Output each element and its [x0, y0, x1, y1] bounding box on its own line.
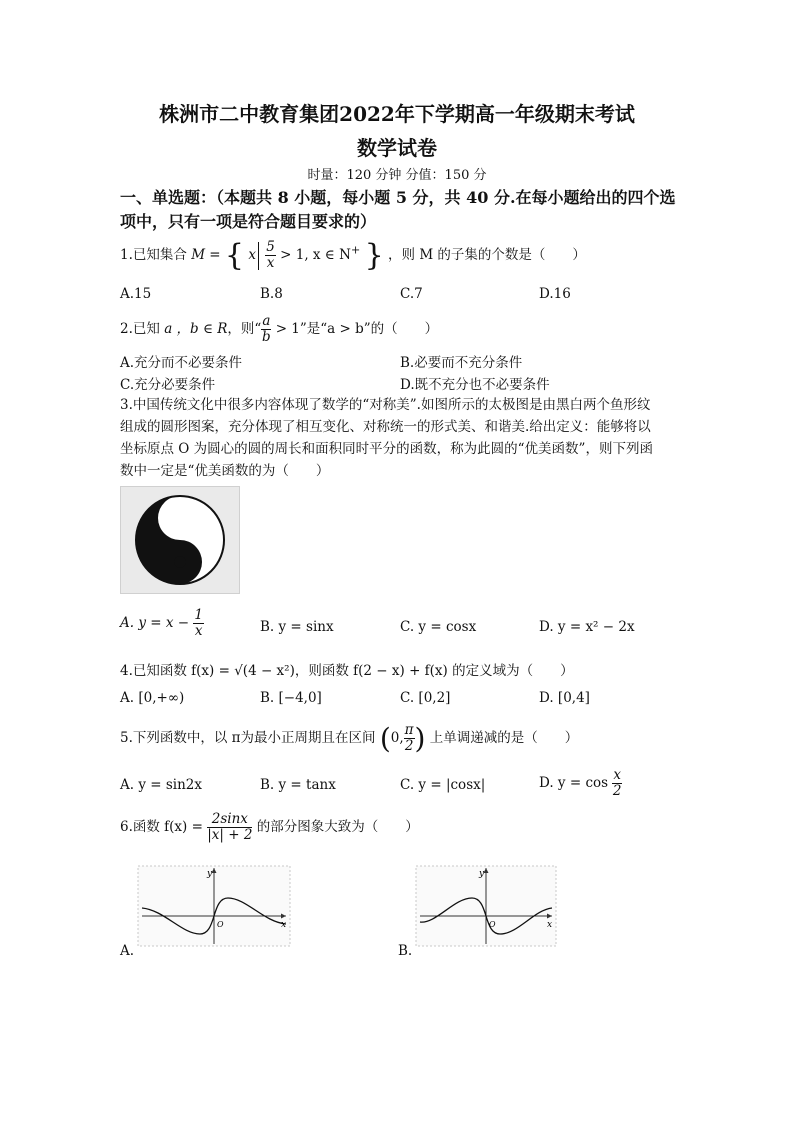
q1-option-b[interactable]: B.8 — [260, 286, 283, 302]
q6-graph-b-origin-label: O — [489, 920, 496, 929]
section-heading-line2: 项中，只有一项是符合题目要求的） — [120, 212, 377, 231]
q1-cond: > 1, x ∈ N — [280, 247, 351, 263]
q6-graph-a-y-label: y — [207, 869, 213, 879]
q3-opt-a-prefix: A. y = x − — [120, 615, 190, 631]
q5-interval-num: π — [404, 722, 414, 738]
q6-prefix: 6.函数 f(x) = — [120, 819, 203, 835]
q6-frac-num: 2sinx — [207, 812, 252, 828]
q4-option-d[interactable]: D. [0,4] — [539, 690, 590, 706]
q3-option-c[interactable]: C. y = cosx — [400, 619, 477, 635]
q5-interval-fraction — [404, 723, 415, 754]
q3-option-a[interactable] — [120, 608, 204, 639]
q6-option-a-label[interactable]: A. — [120, 943, 135, 959]
q2-frac-num: a — [262, 313, 271, 329]
q2-fraction — [261, 314, 271, 345]
q5-option-c[interactable]: C. y = |cosx| — [400, 777, 486, 793]
q5-opt-d-num: x — [613, 767, 621, 783]
q3-line-3: 坐标原点 O 为圆心的圆的周长和面积同时平分的函数，称为此圆的“优美函数”，则下列函 — [120, 441, 653, 457]
q1-frac-num: 5 — [266, 239, 275, 255]
exam-title: 株洲市二中教育集团2022年下学期高一年级期末考试 — [159, 102, 635, 126]
q2-option-c[interactable]: C.充分必要条件 — [120, 377, 216, 393]
q1-left-brace: { — [224, 238, 245, 273]
q5-option-b[interactable]: B. y = tanx — [260, 777, 336, 793]
q5-opt-d-prefix: D. y = cos — [539, 775, 609, 791]
q1-prefix: 1.已知集合 — [120, 247, 187, 263]
q5-prefix: 5.下列函数中，以 π为最小正周期且在区间 — [120, 730, 376, 746]
q5-paren-left: ( — [379, 722, 391, 755]
section-heading-line1: 一、单选题：（本题共 8 小题，每小题 5 分，共 40 分.在每小题给出的四个选 — [120, 188, 676, 207]
q5-opt-d-den: 2 — [612, 783, 622, 799]
q3-option-b[interactable]: B. y = sinx — [260, 619, 334, 635]
q6-graph-b-x-label: x — [547, 920, 553, 930]
q6-graph-b-plot — [414, 864, 558, 948]
q3-line-2: 组成的圆形图案，充分体现了相互变化、对称统一的形式美、和谐美.给出定义：能够将以 — [120, 419, 651, 435]
question-1 — [120, 238, 586, 273]
q1-set-lhs: M = — [191, 247, 221, 263]
q6-option-b-label[interactable]: B. — [398, 943, 413, 959]
q5-suffix: 上单调递减的是（ ） — [429, 730, 579, 746]
q6-graph-a[interactable] — [136, 864, 292, 948]
q6-graph-a-origin-label: O — [217, 920, 224, 929]
q3-line-4: 数中一定是“优美函数的为（ ） — [120, 463, 330, 479]
q1-suffix: ，则 M 的子集的个数是（ ） — [388, 247, 586, 263]
taiji-symbol-icon — [121, 487, 239, 593]
exam-subtitle: 数学试卷 — [357, 136, 437, 160]
q2-option-a[interactable]: A.充分而不必要条件 — [120, 355, 243, 371]
q5-opt-d-fraction — [612, 768, 622, 799]
q1-option-a[interactable]: A.15 — [120, 286, 152, 302]
q2-option-d[interactable]: D.既不充分也不必要条件 — [400, 377, 550, 393]
q1-cond-sup: + — [350, 243, 361, 257]
q2-cond: > 1”是“a > b”的（ ） — [275, 321, 439, 337]
q1-var: x — [248, 247, 256, 263]
q6-graph-a-plot — [136, 864, 292, 948]
q1-option-c[interactable]: C.7 — [400, 286, 423, 302]
q6-fraction — [207, 812, 252, 843]
taiji-figure — [120, 486, 240, 594]
q3-opt-a-fraction — [193, 608, 204, 639]
q1-divider — [258, 242, 259, 270]
q5-paren-right: ) — [414, 722, 426, 755]
q2-mid: ，则“ — [227, 321, 262, 337]
q6-graph-b[interactable] — [414, 864, 558, 948]
q3-opt-a-den: x — [194, 623, 203, 639]
q1-option-d[interactable]: D.16 — [539, 286, 571, 302]
q1-frac-den: x — [266, 255, 275, 271]
question-2 — [120, 314, 438, 345]
q2-frac-den: b — [262, 329, 271, 345]
q3-opt-a-num: 1 — [194, 607, 203, 623]
q5-interval-left: 0, — [390, 730, 404, 746]
q6-graph-a-x-label: x — [281, 920, 287, 930]
question-4: 4.已知函数 f(x) = √(4 − x²)，则函数 f(2 − x) + f(x) 的定义域为（ ） — [120, 663, 574, 679]
q6-graph-b-y-label: y — [479, 869, 485, 879]
question-6 — [120, 812, 419, 843]
q2-prefix: 2.已知 — [120, 321, 160, 337]
q5-option-d[interactable] — [539, 768, 622, 799]
q2-vars: a ，b ∈ R — [164, 321, 228, 337]
q2-option-b[interactable]: B.必要而不充分条件 — [400, 355, 523, 371]
q4-option-c[interactable]: C. [0,2] — [400, 690, 451, 706]
q1-fraction — [265, 240, 276, 271]
exam-meta: 时量：120 分钟 分值：150 分 — [307, 168, 487, 183]
q6-suffix: 的部分图象大致为（ ） — [256, 819, 419, 835]
q6-frac-den: |x| + 2 — [207, 827, 253, 843]
q5-interval-den: 2 — [404, 738, 414, 754]
q3-line-1: 3.中国传统文化中很多内容体现了数学的“对称美”.如图所示的太极图是由黑白两个鱼形纹 — [120, 397, 651, 413]
q3-option-d[interactable]: D. y = x² − 2x — [539, 619, 635, 635]
question-5 — [120, 722, 578, 755]
q4-option-b[interactable]: B. [−4,0] — [260, 690, 322, 706]
q4-option-a[interactable]: A. [0,+∞) — [120, 690, 185, 706]
q5-option-a[interactable]: A. y = sin2x — [120, 777, 202, 793]
q1-right-brace: } — [364, 238, 384, 273]
